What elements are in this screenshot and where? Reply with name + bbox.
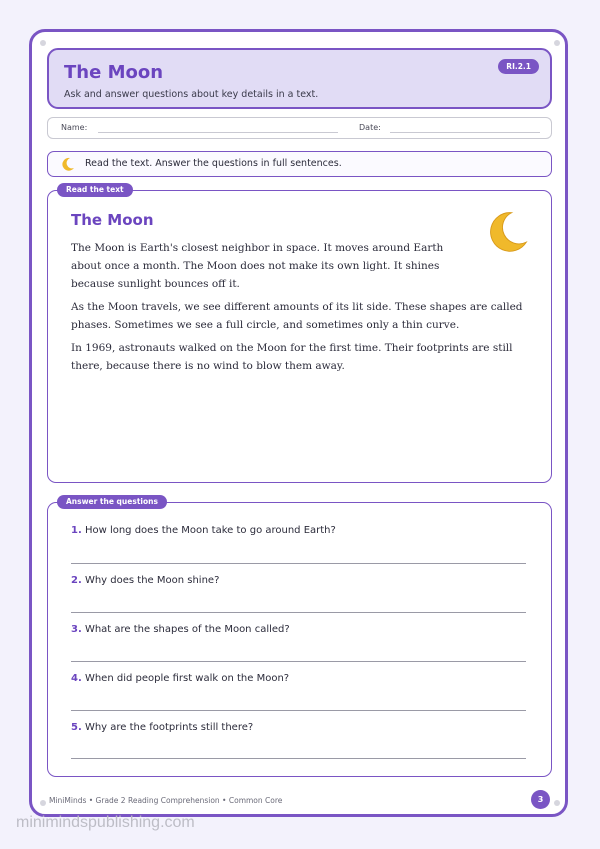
crescent-moon-icon: [60, 156, 76, 172]
question: [71, 673, 289, 684]
questions-tab: Answer the questions: [57, 495, 167, 509]
question: [71, 525, 336, 536]
answer-line[interactable]: [71, 563, 526, 564]
page-subtitle: Ask and answer questions about key details in a text.: [64, 89, 319, 100]
question-number: 3.: [71, 624, 82, 635]
question-number: 5.: [71, 722, 82, 733]
question-number: 4.: [71, 673, 82, 684]
date-label: Date:: [359, 123, 381, 132]
question-text: What are the shapes of the Moon called?: [84, 624, 290, 635]
page-title: The Moon: [64, 62, 164, 83]
name-field[interactable]: [98, 132, 338, 133]
corner-dot: [554, 800, 560, 806]
question-text: Why does the Moon shine?: [84, 575, 220, 586]
reading-panel: [47, 190, 552, 483]
question-text: Why are the footprints still there?: [84, 722, 254, 733]
reading-tab: Read the text: [57, 183, 133, 197]
question: [71, 575, 219, 586]
story-paragraph: The Moon is Earth's closest neighbor in space. It moves around Earth about once a month. The Moon does not make its own light. It shines because sunlight bounces off it.: [71, 242, 444, 290]
questions-panel: [47, 502, 552, 777]
name-date-bar: [47, 117, 552, 139]
answer-line[interactable]: [71, 661, 526, 662]
answer-line[interactable]: [71, 710, 526, 711]
corner-dot: [40, 40, 46, 46]
answer-line[interactable]: [71, 612, 526, 613]
worksheet-header: [47, 48, 552, 109]
corner-dot: [40, 800, 46, 806]
story-paragraph: In 1969, astronauts walked on the Moon for the first time. Their footprints are still there, because there is no wind to blow them away.: [71, 342, 513, 372]
date-field[interactable]: [390, 132, 540, 133]
answer-line[interactable]: [71, 758, 526, 759]
page-number-badge: 3: [531, 790, 550, 809]
question-text: When did people first walk on the Moon?: [84, 673, 290, 684]
footer-text: MiniMinds • Grade 2 Reading Comprehension • Common Core: [49, 796, 283, 805]
story-title: The Moon: [71, 211, 154, 229]
watermark: minimindspublishing.com: [16, 814, 195, 831]
corner-dot: [554, 40, 560, 46]
question-text: How long does the Moon take to go around Earth?: [84, 525, 336, 536]
question: [71, 722, 253, 733]
instructions-text: Read the text. Answer the questions in full sentences.: [85, 158, 342, 169]
question-number: 1.: [71, 525, 82, 536]
crescent-moon-icon: [484, 209, 530, 255]
story-paragraph: As the Moon travels, we see different amounts of its lit side. These shapes are called phases. Sometimes we see a full circle, and sometimes only a thin curve.: [71, 301, 523, 331]
question-number: 2.: [71, 575, 82, 586]
question: [71, 624, 290, 635]
standard-badge: RI.2.1: [498, 59, 539, 74]
instructions-box: [47, 151, 552, 177]
name-label: Name:: [61, 123, 88, 132]
